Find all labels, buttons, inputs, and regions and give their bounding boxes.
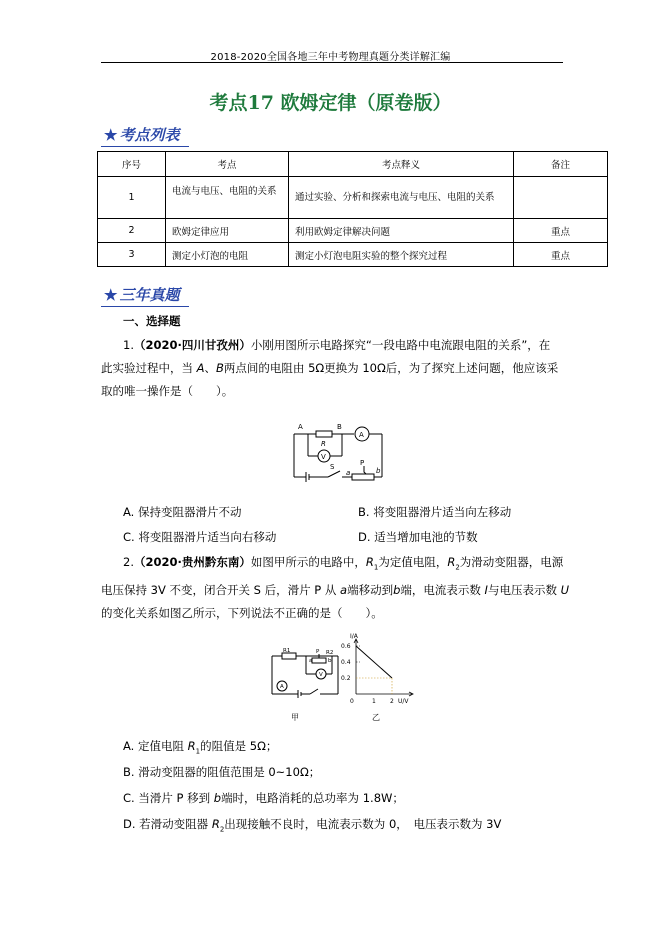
var-r1-sub: 1 [373, 563, 379, 572]
separator: 、 [204, 361, 217, 375]
section-underline [101, 306, 189, 307]
star-icon: ★ [104, 126, 118, 144]
option-letter: B. [123, 765, 135, 779]
question-text: 端移动到 [347, 583, 394, 598]
question-text: 如图甲所示的电路中， [250, 555, 366, 569]
table-header-cell: 考点释义 [289, 152, 514, 177]
topics-table [97, 151, 608, 267]
option-text: 将变阻器滑片适当向左移动 [373, 505, 512, 519]
q1-option-b[interactable] [358, 504, 511, 520]
section-heading-exams [104, 284, 179, 305]
q2-label-r2: R2 [326, 650, 334, 656]
y-tick-label: 0.4 [341, 659, 351, 666]
page-title: 考点17 欧姆定律（原卷版） [209, 92, 452, 114]
q1-label-pa: a [346, 469, 351, 477]
question-text: 此实验过程中，当 [101, 361, 193, 375]
option-letter: C. [123, 791, 135, 805]
y-tick-label: 0.2 [341, 675, 351, 682]
table-header-cell: 备注 [514, 152, 608, 177]
table-header-cell: 考点 [166, 152, 289, 177]
table-header-row [98, 152, 608, 177]
q1-label-v: V [321, 453, 326, 461]
header-rule [101, 62, 563, 63]
option-var: R [187, 739, 196, 753]
var-u: U [560, 583, 570, 598]
option-text: 定值电阻 [137, 739, 184, 753]
option-text: 端时，电路消耗的总功率为 1.8W； [221, 791, 404, 805]
q2-label-r1: R1 [283, 648, 291, 654]
section-title: 考点列表 [119, 126, 180, 144]
question-text: 与电压表示数 [487, 583, 557, 598]
q1-label-b: B [337, 423, 342, 431]
q1-label-a: A [298, 423, 303, 431]
question-line [101, 357, 571, 380]
option-text: 的阻值是 5Ω； [200, 739, 278, 753]
option-var: R [211, 817, 220, 831]
option-letter: C. [123, 530, 135, 544]
option-var-sub: 1 [195, 747, 201, 756]
q2-graph [336, 632, 420, 712]
question-source: （2020·贵州黔东南） [133, 555, 251, 569]
option-text: 适当增加电池的节数 [374, 530, 478, 544]
q1-label-s: S [330, 463, 335, 471]
table-row [98, 177, 608, 219]
table-row [98, 243, 608, 267]
q2-label-v: V [319, 672, 323, 678]
y-tick-label: 0.6 [341, 643, 351, 650]
question-source: （2020·四川甘孜州） [133, 338, 251, 352]
var-i: I [484, 583, 488, 598]
section-heading-topics [104, 124, 179, 145]
q1-option-d[interactable] [358, 529, 478, 545]
var-b: B [216, 361, 224, 375]
resistor-r [316, 431, 332, 437]
table-cell-desc: 通过实验、分析和探索电流与电压、电阻的关系 [289, 177, 514, 219]
question-text: 电压保持 3V 不变，闭合开关 S 后，滑片 P 从 [101, 583, 337, 598]
q2-option-d[interactable] [123, 816, 501, 833]
option-var-sub: 2 [219, 825, 225, 834]
q1-option-c[interactable] [123, 529, 276, 545]
q2-label-p: P [316, 649, 320, 655]
question-line: 的变化关系如图乙所示，下列说法不正确的是（ ）。 [101, 606, 383, 621]
table-cell-desc: 测定小灯泡电阻实验的整个探究过程 [289, 243, 514, 267]
question-line [101, 334, 571, 357]
q2-option-a[interactable] [123, 738, 277, 755]
option-text: 出现接触不良时，电流表示数为 0， 电压表示数为 3V [224, 817, 502, 831]
q1-label-ammeter: A [359, 431, 364, 439]
var-b: b [393, 583, 401, 598]
table-cell-note: 重点 [514, 219, 608, 243]
table-cell-no: 3 [98, 243, 166, 267]
option-text: 滑动变阻器的阻值范围是 0~10Ω； [138, 765, 321, 779]
option-text: 将变阻器滑片适当向右移动 [138, 530, 277, 544]
section-title: 三年真题 [119, 286, 180, 304]
question-2 [101, 551, 571, 625]
table-cell-desc: 利用欧姆定律解决问题 [289, 219, 514, 243]
figure-label-jia: 甲 [291, 713, 299, 722]
table-header-cell: 序号 [98, 152, 166, 177]
question-text: 小刚用图所示电路探究“一段电路中电流跟电阻的关系”，在 [250, 338, 551, 352]
x-axis-label: U/V [398, 698, 409, 705]
q2-label-a: a [309, 658, 313, 664]
switch-s [328, 471, 340, 477]
option-text: 保持变阻器滑片不动 [137, 505, 242, 519]
q1-label-r: R [321, 440, 326, 448]
series-line [356, 646, 392, 678]
q2-option-b[interactable] [123, 764, 320, 780]
switch [310, 689, 318, 694]
y-axis-label: I/A [350, 633, 358, 640]
table-cell-note: 重点 [514, 243, 608, 267]
var-a: A [196, 361, 205, 375]
section-underline [101, 146, 189, 147]
var-r1: R [365, 555, 374, 569]
option-letter: D. [123, 817, 136, 831]
figure-label-yi: 乙 [372, 713, 380, 722]
question-line [101, 579, 571, 602]
question-text: 为定值电阻， [378, 555, 448, 569]
var-r2: R [447, 555, 456, 569]
table-cell-topic: 欧姆定律应用 [166, 219, 289, 243]
q2-option-c[interactable] [123, 790, 404, 806]
question-number: 1. [123, 338, 134, 352]
option-letter: B. [358, 505, 370, 519]
q1-circuit-diagram [288, 420, 390, 488]
option-text: 当滑片 P 移到 [138, 791, 211, 805]
x-tick-label: 1 [372, 698, 376, 705]
question-line [101, 551, 571, 579]
rheostat-r2 [312, 658, 326, 663]
question-1 [101, 334, 571, 403]
x-tick-label: 2 [390, 698, 394, 705]
option-var: b [213, 791, 222, 805]
question-text: 两点间的电阻由 5Ω更换为 10Ω后，为了探究上述问题，他应该采 [223, 361, 559, 375]
question-number: 2. [123, 555, 134, 569]
question-line: 取的唯一操作是（ ）。 [101, 384, 234, 398]
q2-label-ammeter: A [280, 684, 284, 690]
option-letter: A. [123, 505, 135, 519]
table-cell-no: 1 [98, 177, 166, 219]
table-row [98, 219, 608, 243]
table-cell-no: 2 [98, 219, 166, 243]
q1-label-p: P [360, 459, 365, 467]
option-letter: D. [358, 530, 371, 544]
rheostat [352, 474, 374, 480]
origin-label: 0 [350, 698, 354, 705]
option-text: 若滑动变阻器 [139, 817, 209, 831]
table-cell-note [514, 177, 608, 219]
table-cell-topic: 测定小灯泡的电阻 [166, 243, 289, 267]
question-text: 端，电流表示数 [400, 583, 481, 598]
question-text: 为滑动变阻器，电源 [459, 555, 564, 569]
q1-label-pb: b [376, 467, 381, 475]
part-heading: 一、选择题 [123, 314, 181, 328]
star-icon: ★ [104, 286, 118, 304]
q2-label-b: b [328, 658, 332, 664]
running-header: 2018-2020全国各地三年中考物理真题分类详解汇编 [210, 52, 451, 63]
option-letter: A. [123, 739, 135, 753]
var-r2-sub: 2 [455, 563, 460, 572]
q1-option-a[interactable] [123, 504, 241, 520]
table-cell-topic: 电流与电压、电阻的关系 [166, 177, 289, 219]
var-a: a [340, 583, 348, 598]
